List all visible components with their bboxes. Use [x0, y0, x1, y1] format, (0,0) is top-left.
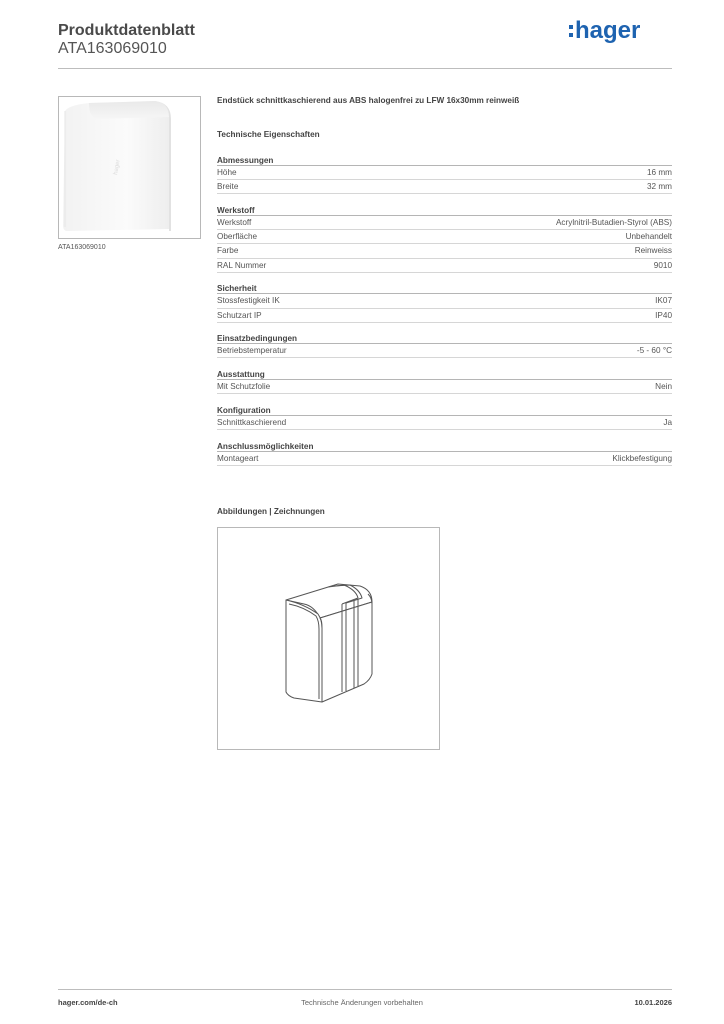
spec-value: Reinweiss: [634, 246, 672, 256]
spec-row: [217, 416, 672, 430]
spec-section: [217, 405, 672, 430]
spec-row: [217, 216, 672, 230]
spec-value: 16 mm: [646, 168, 672, 177]
spec-row: [217, 180, 672, 194]
spec-section: [217, 155, 672, 194]
spec-row: [217, 230, 672, 244]
product-description: Endstück schnittkaschierend aus ABS halogenfrei zu LFW 16x30mm reinweiß: [217, 96, 520, 105]
spec-value: Nein: [655, 382, 672, 392]
spec-label: Schutzart IP: [217, 310, 262, 320]
spec-section-title: Sicherheit: [217, 283, 672, 294]
spec-label: Farbe: [217, 246, 239, 256]
spec-value: Acrylnitril-Butadien-Styrol (ABS): [555, 217, 672, 227]
spec-section-title: Abmessungen: [217, 155, 672, 166]
header-divider: [58, 68, 672, 69]
footer-date: 10.01.2026: [634, 998, 672, 1007]
spec-label: Oberfläche: [217, 232, 258, 242]
spec-section-title: Werkstoff: [217, 205, 672, 216]
spec-value: IK07: [655, 296, 672, 306]
spec-row: [217, 309, 672, 323]
spec-value: -5 - 60 °C: [636, 346, 672, 356]
hager-logo: [568, 16, 658, 46]
specs-table: [217, 155, 672, 476]
product-image: [58, 96, 201, 239]
spec-row: [217, 452, 672, 466]
spec-row: [217, 166, 672, 180]
spec-section: [217, 283, 672, 322]
spec-label: Schnittkaschierend: [217, 417, 287, 427]
spec-label: Montageart: [217, 453, 259, 463]
spec-value: Klickbefestigung: [612, 453, 672, 463]
spec-section: [217, 333, 672, 358]
spec-section: [217, 205, 672, 273]
logo-text: hager: [575, 17, 641, 44]
spec-row: [217, 344, 672, 358]
spec-value: 9010: [653, 260, 672, 270]
svg-text:hager: hager: [113, 159, 122, 176]
spec-value: Ja: [663, 417, 672, 427]
spec-label: Stossfestigkeit IK: [217, 296, 280, 306]
technical-properties-heading: Technische Eigenschaften: [217, 130, 320, 139]
spec-label: Mit Schutzfolie: [217, 382, 271, 392]
page-title: Produktdatenblatt: [58, 22, 195, 39]
product-photo-illustration: [59, 97, 200, 238]
spec-value: IP40: [655, 310, 672, 320]
spec-section-title: Ausstattung: [217, 369, 672, 380]
spec-row: [217, 380, 672, 394]
spec-row: [217, 259, 672, 273]
spec-value: Unbehandelt: [625, 232, 672, 242]
spec-label: Betriebstemperatur: [217, 346, 287, 356]
spec-section: [217, 369, 672, 394]
product-image-caption: ATA163069010: [58, 244, 106, 251]
article-number: ATA163069010: [58, 40, 167, 57]
figures-heading: Abbildungen | Zeichnungen: [217, 507, 325, 516]
technical-drawing: [217, 527, 440, 750]
spec-section-title: Anschlussmöglichkeiten: [217, 441, 672, 452]
spec-section: [217, 441, 672, 466]
spec-value: 32 mm: [646, 182, 672, 192]
spec-label: RAL Nummer: [217, 260, 267, 270]
spec-label: Breite: [217, 182, 239, 192]
end-cap-drawing: [218, 528, 439, 749]
footer-divider: [58, 989, 672, 990]
spec-section-title: Einsatzbedingungen: [217, 333, 672, 344]
footer-notice: Technische Änderungen vorbehalten: [301, 998, 423, 1007]
spec-section-title: Konfiguration: [217, 405, 672, 416]
spec-label: Werkstoff: [217, 217, 252, 227]
spec-row: [217, 294, 672, 308]
spec-label: Höhe: [217, 168, 237, 177]
footer-website: hager.com/de-ch: [58, 998, 118, 1007]
spec-row: [217, 244, 672, 258]
